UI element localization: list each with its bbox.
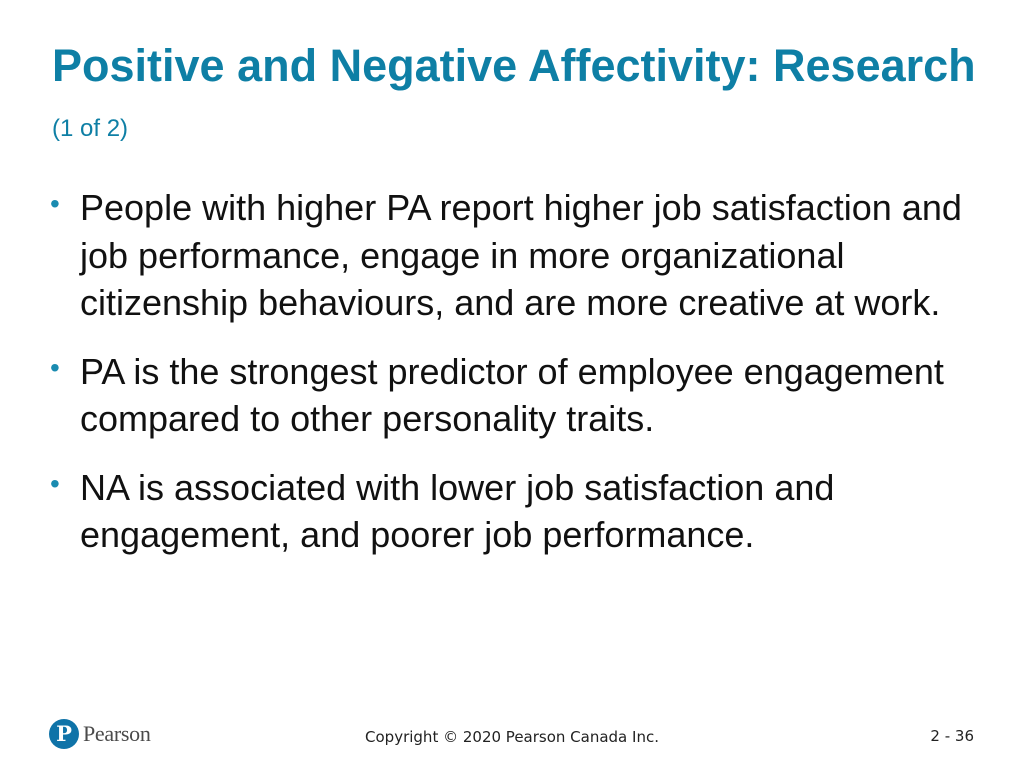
bullet-text: PA is the strongest predictor of employee engagement compared to other personality traits.	[80, 350, 944, 439]
bullet-icon: •	[50, 467, 60, 499]
bullet-item	[50, 348, 970, 443]
bullet-item	[50, 184, 970, 327]
bullet-text: People with higher PA report higher job satisfaction and job performance, engage in more organizational citizenship behaviours, and are more creative at work.	[80, 187, 962, 323]
page-number: 2 - 36	[930, 727, 974, 745]
bullet-item	[50, 464, 970, 559]
slide-title-main: Positive and Negative Affectivity: Research	[52, 40, 976, 91]
slide-title-suffix: (1 of 2)	[52, 115, 129, 142]
copyright-text: Copyright © 2020 Pearson Canada Inc.	[365, 728, 659, 746]
bullet-list	[50, 184, 970, 580]
bullet-icon: •	[50, 188, 60, 219]
bullet-text: NA is associated with lower job satisfaction and engagement, and poorer job performance.	[80, 466, 835, 555]
pearson-logo-icon: P	[49, 719, 79, 749]
slide-title	[52, 38, 992, 156]
pearson-logo-text: Pearson	[83, 721, 151, 746]
bullet-icon: •	[50, 351, 60, 383]
